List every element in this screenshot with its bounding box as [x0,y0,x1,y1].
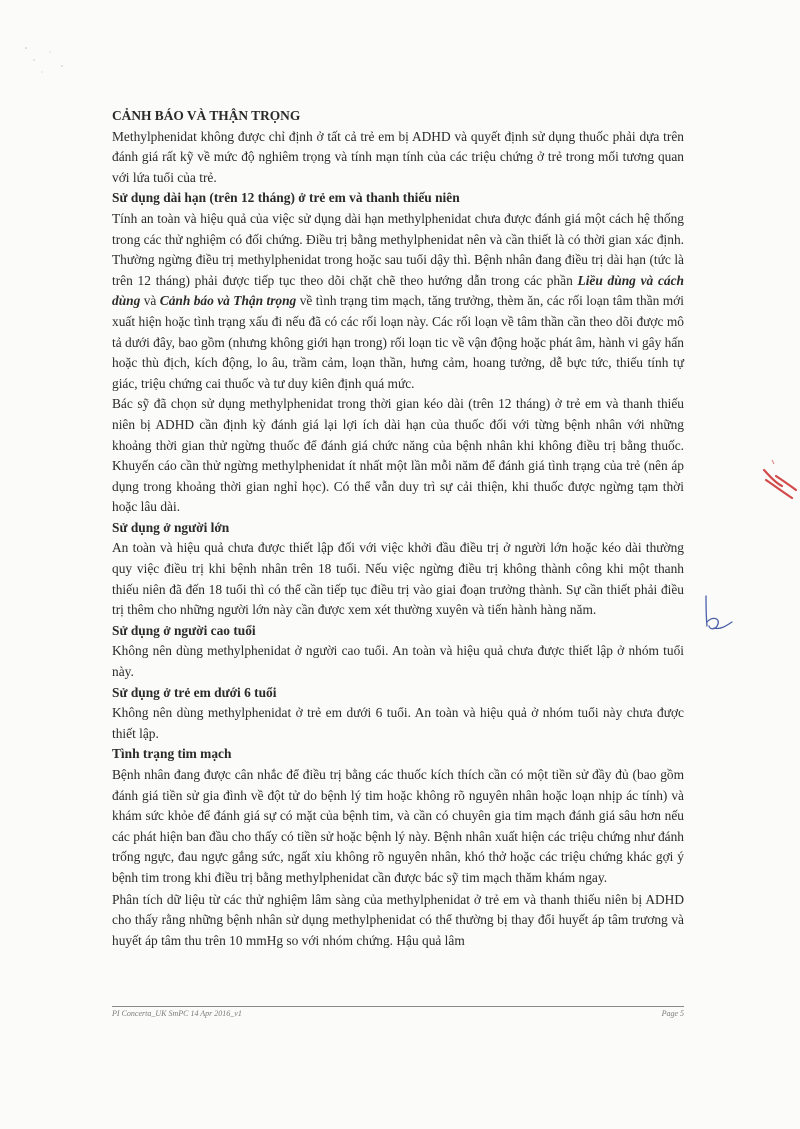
elderly-paragraph: Không nên dùng methylphenidat ở người cao tuổi. An toàn và hiệu quả chưa được thiết lập ở nhóm tuổi này. [112,643,684,680]
page-footer [112,1009,684,1018]
heading-elderly: Sử dụng ở người cao tuổi [112,622,256,638]
adults-paragraph: An toàn và hiệu quả chưa được thiết lập đối với việc khởi đầu điều trị ở người lớn hoặc kéo dài thường quy việc điều trị khi bệnh nhân trên 18 tuổi. Nếu việc ngừng điều trị không thành công khi một thanh thiếu niên đã đến 18 tuổi thì có thể cần tiếp tục điều trị vào giai đoạn trưởng thành. Sự cần thiết phải điều trị thêm cho những người lớn này cần được xem xét thường xuyên và tiến hành hàng năm. [112,540,684,618]
heading-children-under-6: Sử dụng ở trẻ em dưới 6 tuổi [112,684,277,700]
cardio-paragraph-2: Phân tích dữ liệu từ các thử nghiệm lâm sàng của methylphenidat ở trẻ em và thanh thiếu niên bị ADHD cho thấy rằng những bệnh nhân sử dụng methylphenidat có thể thường bị thay đổi huyết áp tâm trương và huyết áp tâm thu trên 10 mmHg so với nhóm chứng. Hậu quả lâm [112,891,684,948]
long-term-paragraph-1: Tính an toàn và hiệu quả của việc sử dụng dài hạn methylphenidat chưa được đánh giá một cách hệ thống trong các thử nghiệm có đối chứng. Điều trị bằng methylphenidat nên và cần thiết là có thời gian xác định. Thường ngừng điều trị methylphenidat trong hoặc sau tuổi dậy thì. Bệnh nhân đang điều trị dài hạn (tức là trên 12 tháng) phải được tiếp tục theo dõi chặt chẽ theo hướng dẫn trong các phần Liều dùng và cách dùng và Cảnh báo và Thận trọng về tình trạng tim mạch, tăng trưởng, thèm ăn, các rối loạn tâm thần mới xuất hiện hoặc tình trạng xấu đi nếu đã có các rối loạn này. Các rối loạn về tâm thần cần theo dõi được mô tả dưới đây, bao gồm (nhưng không giới hạn trong) rối loạn tic về vận động hoặc phát âm, hành vi gây hấn hoặc thù địch, kích động, lo âu, trầm cảm, loạn thần, hưng cảm, hoang tưởng, dễ bực tức, thiếu tính tự giác, triệu chứng cai thuốc và tư duy kiên định quá mức. [112,210,684,391]
document-page [112,106,684,951]
long-term-paragraph-2: Bác sỹ đã chọn sử dụng methylphenidat trong thời gian kéo dài (trên 12 tháng) ở trẻ em và thanh thiếu niên bị ADHD cần định kỳ đánh giá lại lợi ích dài hạn của thuốc đối với từng bệnh nhân với những khoảng thời gian thử ngừng thuốc để đánh giá chức năng của bệnh nhân khi không điều trị bằng thuốc. Khuyến cáo cần thử ngừng methylphenidat ít nhất một lần mỗi năm để đánh giá tình trạng của trẻ (nên áp dụng trong khoảng thời gian nghỉ học). Có thể vẫn duy trì sự cải thiện, khi thuốc được ngừng tạm thời hoặc lâu dài. [112,396,684,515]
footer-page-number: Page 5 [661,1009,684,1018]
scan-speck-marks [20,40,80,80]
footer-rule [112,1006,684,1007]
cross-reference-dosage: Liều dùng và cách dùng [112,272,684,309]
under6-paragraph: Không nên dùng methylphenidat ở trẻ em dưới 6 tuổi. An toàn và hiệu quả ở nhóm tuổi này chưa được thiết lập. [112,705,684,741]
heading-cardiovascular: Tình trạng tim mạch [112,746,232,762]
handwritten-initials [700,592,740,648]
red-pen-mark [758,440,800,510]
footer-document-id: PI Concerta_UK SmPC 14 Apr 2016_v1 [112,1009,242,1018]
heading-adults: Sử dụng ở người lớn [112,519,230,535]
intro-paragraph: Methylphenidat không được chỉ định ở tất cả trẻ em bị ADHD và quyết định sử dụng thuốc phải dựa trên đánh giá rất kỹ về mức độ nghiêm trọng và tính mạn tính của các triệu chứng ở trẻ trong mối tương quan với lứa tuổi của trẻ. [112,128,684,185]
heading-long-term-use: Sử dụng dài hạn (trên 12 tháng) ở trẻ em và thanh thiếu niên [112,190,460,206]
cross-reference-warnings: Cảnh báo và Thận trọng [159,293,297,309]
cardio-paragraph-1: Bệnh nhân đang được cân nhắc để điều trị bằng các thuốc kích thích cần có một tiền sử đầy đủ (bao gồm đánh giá tiền sử gia đình về đột tử do bệnh lý tim hoặc không rõ nguyên nhân hoặc loạn nhịp ác tính) và khám sức khỏe để đánh giá sự có mặt của bệnh tim, và cần có chuyên gia tim mạch đánh giá sâu hơn nếu các phát hiện ban đầu cho thấy có tiền sử hoặc bệnh lý này. Bệnh nhân xuất hiện các triệu chứng như đánh trống ngực, đau ngực gắng sức, ngất xỉu không rõ nguyên nhân, khó thở hoặc các triệu chứng khác gợi ý bệnh tim trong khi điều trị bằng methylphenidat cần được bác sỹ tim mạch thăm khám ngay. [112,767,684,885]
section-title: CẢNH BÁO VÀ THẬN TRỌNG [112,108,301,123]
